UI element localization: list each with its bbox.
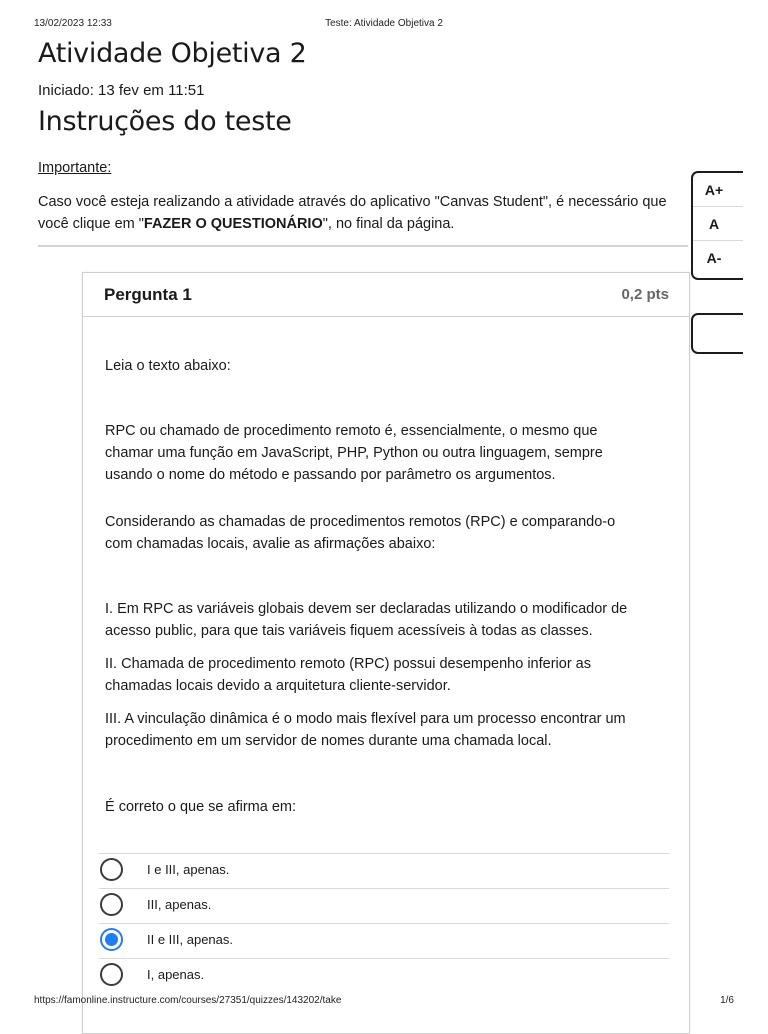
instructions-line-1: Caso você esteja realizando a atividade através do aplicativo "Canvas Student", é necessário que — [38, 194, 667, 210]
print-date: 13/02/2023 12:33 — [34, 18, 112, 29]
statement-3-line-1: III. A vinculação dinâmica é o modo mais flexível para um processo encontrar um — [105, 711, 626, 727]
radio-button[interactable] — [100, 963, 123, 986]
question-context — [105, 511, 615, 555]
increase-font-button[interactable]: A+ — [693, 173, 743, 207]
reset-font-button[interactable]: A — [693, 207, 743, 241]
quiz-started-time: Iniciado: 13 fev em 11:51 — [38, 82, 205, 99]
print-document-title: Teste: Atividade Objetiva 2 — [325, 18, 443, 29]
statement-3 — [105, 708, 626, 752]
statement-3-line-2: procedimento em um servidor de nomes durante uma chamada local. — [105, 733, 552, 749]
answer-option[interactable] — [99, 888, 669, 923]
answer-option[interactable] — [99, 958, 669, 993]
answer-option[interactable] — [99, 923, 669, 958]
instructions-line-2 — [38, 213, 690, 235]
print-header — [34, 18, 734, 32]
font-size-controls — [691, 171, 743, 280]
answer-label[interactable]: I, apenas. — [147, 967, 205, 982]
statement-1-line-2: acesso public, para que tais variáveis fiquem acessíveis à todas as classes. — [105, 623, 593, 639]
answer-label[interactable]: I e III, apenas. — [147, 862, 230, 877]
page-url: https://famonline.instructure.com/courses/27351/quizzes/143202/take — [34, 995, 342, 1006]
take-quiz-emphasis: FAZER O QUESTIONÁRIO — [143, 216, 323, 232]
passage-line-3: usando o nome do método e passando por parâmetro os argumentos. — [105, 467, 556, 483]
statement-2 — [105, 653, 591, 697]
question-prompt: É correto o que se afirma em: — [105, 799, 296, 815]
question-title: Pergunta 1 — [104, 285, 192, 304]
answer-list — [99, 853, 669, 993]
question-card — [82, 272, 690, 1034]
statement-1-line-1: I. Em RPC as variáveis globais devem ser declaradas utilizando o modificador de — [105, 601, 628, 617]
instructions-line-2-suffix: ", no final da página. — [322, 216, 455, 232]
question-passage — [105, 420, 603, 486]
statement-1 — [105, 598, 627, 642]
question-points: 0,2 pts — [621, 286, 669, 303]
decrease-font-button[interactable]: A- — [706, 250, 722, 266]
answer-label[interactable]: II e III, apenas. — [147, 932, 233, 947]
statement-2-line-1: II. Chamada de procedimento remoto (RPC) possui desempenho inferior as — [105, 656, 591, 672]
page-title: Atividade Objetiva 2 — [38, 38, 307, 69]
context-line-1: Considerando as chamadas de procedimentos remotos (RPC) e comparando-o — [105, 514, 616, 530]
radio-button[interactable] — [100, 893, 123, 916]
instructions-heading: Instruções do teste — [38, 106, 292, 137]
instructions-line-2-prefix: você clique em " — [38, 216, 144, 232]
context-line-2: com chamadas locais, avalie as afirmações abaixo: — [105, 536, 436, 552]
side-panel-toggle[interactable] — [691, 313, 743, 354]
radio-button[interactable] — [100, 858, 123, 881]
print-footer — [34, 995, 734, 1009]
answer-option[interactable] — [99, 853, 669, 888]
answer-label[interactable]: III, apenas. — [147, 897, 212, 912]
question-intro: Leia o texto abaixo: — [105, 358, 231, 374]
statement-2-line-2: chamadas locais devido a arquitetura cliente-servidor. — [105, 678, 451, 694]
page-number: 1/6 — [720, 995, 734, 1006]
instructions-divider — [38, 245, 688, 247]
quiz-instructions — [38, 191, 690, 235]
important-label: Importante: — [38, 160, 112, 176]
question-header — [83, 273, 689, 317]
passage-line-2: chamar uma função em JavaScript, PHP, Python ou outra linguagem, sempre — [105, 445, 603, 461]
passage-line-1: RPC ou chamado de procedimento remoto é, essencialmente, o mesmo que — [105, 423, 598, 439]
radio-button-selected[interactable] — [100, 928, 123, 951]
